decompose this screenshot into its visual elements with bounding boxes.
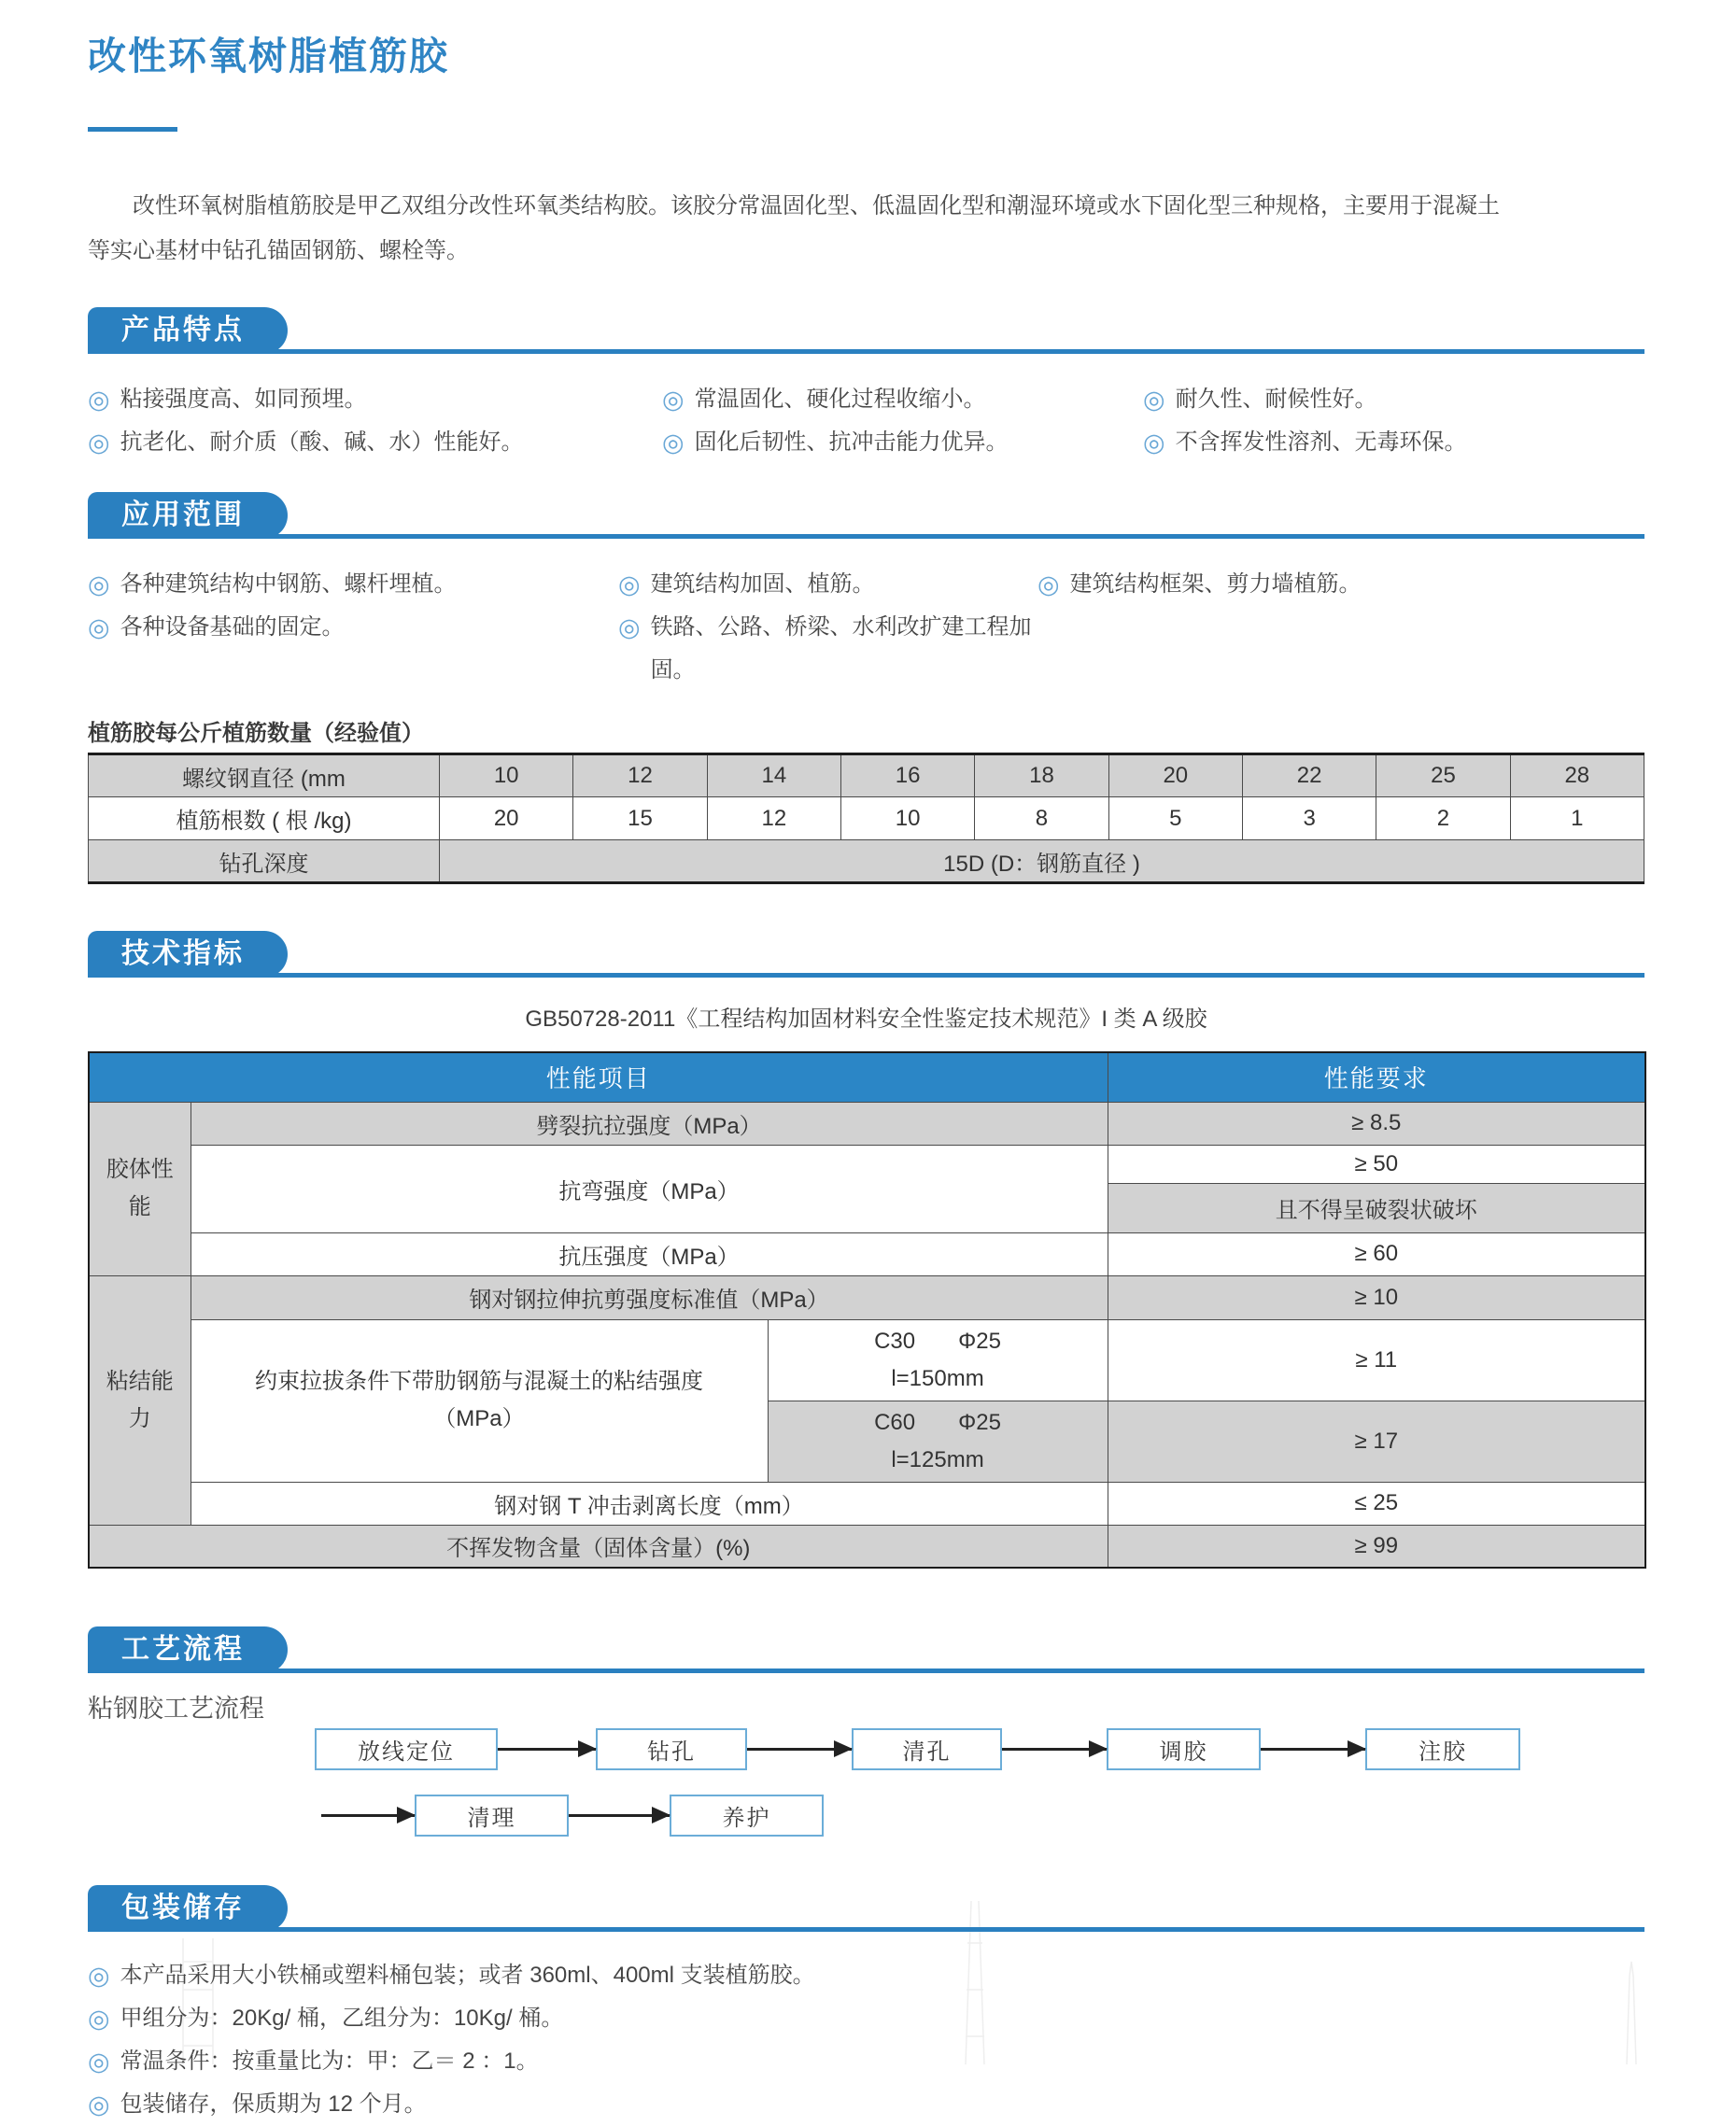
tech-standard-caption: GB50728-2011《工程结构加固材料安全性鉴定技术规范》I 类 A 级胶 <box>525 1007 1207 1032</box>
table-cell: 5 <box>1108 797 1242 840</box>
condition-spec <box>774 1404 1102 1442</box>
applications-section-title: 应用范围 <box>121 500 245 530</box>
list-item <box>88 606 618 692</box>
flow-arrow-icon <box>569 1814 670 1817</box>
list-item <box>88 2040 1644 2083</box>
flow-arrow-icon <box>747 1748 852 1751</box>
features-section-title: 产品特点 <box>121 315 245 345</box>
table-cell: 16 <box>840 754 974 797</box>
table-row <box>89 1525 1645 1568</box>
flow-step-label: 清理 <box>467 1806 516 1831</box>
list-item <box>618 606 1037 692</box>
condition-cell <box>768 1319 1108 1401</box>
bullet-text: 各种设备基础的固定。 <box>120 614 345 640</box>
table-cell: 8 <box>975 797 1108 840</box>
table-cell: 28 <box>1510 754 1644 797</box>
list-item <box>618 563 1037 606</box>
bullet-icon: ◎ <box>88 570 110 598</box>
bullet-icon: ◎ <box>618 613 641 641</box>
tech-table <box>88 1051 1646 1569</box>
bullet-icon: ◎ <box>1143 429 1165 457</box>
condition-cell <box>768 1401 1108 1482</box>
bullet-icon: ◎ <box>88 386 110 414</box>
row-label-cell: 植筋根数 ( 根 /kg) <box>89 797 440 840</box>
table-row <box>89 1232 1645 1275</box>
bullet-icon: ◎ <box>618 570 641 598</box>
intro-paragraph: 改性环氧树脂植筋胶是甲乙双组分改性环氧类结构胶。该胶分常温固化型、低温固化型和潮湿环境或水下固化型三种规格，主要用于混凝土等实心基材中钻孔锚固钢筋、螺栓等。 <box>88 193 1500 263</box>
property-cell <box>191 1319 768 1482</box>
packaging-section-title: 包装储存 <box>121 1893 245 1923</box>
requirement-cell: ≥ 10 <box>1108 1275 1645 1319</box>
table-cell: 20 <box>1108 754 1242 797</box>
flow-arrow-icon <box>1261 1748 1365 1751</box>
requirement-cell: ≥ 11 <box>1108 1319 1645 1401</box>
table-cell: 3 <box>1242 797 1376 840</box>
section-divider <box>88 973 1644 978</box>
group-cell: 粘结能力 <box>89 1275 191 1525</box>
requirement-cell: ≥ 60 <box>1108 1232 1645 1275</box>
applications-list <box>88 563 1644 692</box>
list-item <box>88 421 662 464</box>
property-cell: 不挥发物含量（固体含量）(%) <box>89 1525 1108 1568</box>
table-row <box>89 797 1644 840</box>
bullet-text: 包装储存，保质期为 12 个月。 <box>120 2091 427 2117</box>
list-item <box>88 1954 1644 1997</box>
flow-arrow-icon <box>498 1748 596 1751</box>
packaging-section-header <box>88 1885 1644 1932</box>
bullet-text: 耐久性、耐候性好。 <box>1175 387 1377 412</box>
bullet-icon: ◎ <box>88 1962 110 1990</box>
list-item <box>662 378 1143 421</box>
bullet-icon: ◎ <box>88 2091 110 2119</box>
flow-step-label: 养护 <box>722 1806 771 1831</box>
list-item <box>88 2083 1644 2126</box>
table-row <box>89 1482 1645 1525</box>
property-cell: 抗弯强度（MPa） <box>191 1145 1108 1232</box>
column-header: 性能项目 <box>89 1052 1108 1102</box>
process-section-tab <box>88 1626 288 1673</box>
bullet-text: 粘接强度高、如同预埋。 <box>120 387 367 412</box>
table-row <box>89 1145 1645 1183</box>
table-cell: 15D (D：钢筋直径 ) <box>440 840 1644 883</box>
table-cell: 22 <box>1242 754 1376 797</box>
condition-spec <box>774 1323 1102 1360</box>
section-divider <box>88 534 1644 539</box>
section-divider <box>88 1668 1644 1673</box>
property-cell: 抗压强度（MPa） <box>191 1232 1108 1275</box>
list-item <box>88 563 618 606</box>
requirement-cell: ≥ 17 <box>1108 1401 1645 1482</box>
flow-arrow-icon <box>321 1814 415 1817</box>
table-cell: 25 <box>1376 754 1510 797</box>
table-row <box>89 754 1644 797</box>
table-row <box>89 1275 1645 1319</box>
process-section-title: 工艺流程 <box>121 1634 245 1665</box>
bullet-icon: ◎ <box>1143 386 1165 414</box>
bullet-text: 固化后韧性、抗冲击能力优异。 <box>694 429 1009 455</box>
table-cell: 1 <box>1510 797 1644 840</box>
bullet-text: 抗老化、耐介质（酸、碱、水）性能好。 <box>120 429 524 455</box>
table-cell: 18 <box>975 754 1108 797</box>
table-row <box>89 1102 1645 1145</box>
applications-section-header <box>88 492 1644 539</box>
requirement-cell: 且不得呈破裂状破坏 <box>1108 1183 1645 1232</box>
flow-step-label: 清孔 <box>902 1739 952 1765</box>
concrete-grade: C60 <box>874 1409 916 1435</box>
bullet-text: 建筑结构框架、剪力墙植筋。 <box>1069 571 1362 597</box>
table-row <box>89 840 1644 883</box>
flow-step-label: 注胶 <box>1418 1739 1467 1765</box>
embed-length: l=125mm <box>891 1446 984 1472</box>
rebar-diameter: Φ25 <box>958 1328 1001 1354</box>
list-item <box>88 378 662 421</box>
tech-section-title: 技术指标 <box>121 938 245 969</box>
property-cell: 钢对钢 T 冲击剥离长度（mm） <box>191 1482 1108 1525</box>
list-item <box>1143 378 1644 421</box>
process-subtitle: 粘钢胶工艺流程 <box>88 1695 264 1723</box>
bullet-icon: ◎ <box>1037 570 1060 598</box>
bullet-text: 甲组分为：20Kg/ 桶，乙组分为：10Kg/ 桶。 <box>120 2006 564 2031</box>
flow-step-box <box>670 1795 824 1837</box>
bullet-text: 常温条件：按重量比为：甲：乙＝ 2 ：1。 <box>120 2049 539 2074</box>
table-cell: 12 <box>573 754 707 797</box>
packaging-section-tab <box>88 1885 288 1932</box>
bullet-icon: ◎ <box>662 386 685 414</box>
tech-section-tab <box>88 931 288 978</box>
flow-arrow-icon <box>1002 1748 1107 1751</box>
bullet-text: 建筑结构加固、植筋。 <box>650 571 875 597</box>
flow-step-box <box>1107 1728 1261 1770</box>
tech-section-header <box>88 931 1644 978</box>
property-cell: 钢对钢拉伸抗剪强度标准值（MPa） <box>191 1275 1108 1319</box>
row-label-cell: 螺纹钢直径 (mm <box>89 754 440 797</box>
flow-step-label: 放线定位 <box>358 1739 455 1765</box>
table-cell: 2 <box>1376 797 1510 840</box>
flow-step-label: 钻孔 <box>647 1739 696 1765</box>
column-header: 性能要求 <box>1108 1052 1645 1102</box>
table-cell: 15 <box>573 797 707 840</box>
requirement-cell: ≥ 50 <box>1108 1145 1645 1183</box>
flow-step-box <box>596 1728 747 1770</box>
requirement-cell: ≥ 99 <box>1108 1525 1645 1568</box>
applications-section-tab <box>88 492 288 539</box>
table-cell: 12 <box>707 797 840 840</box>
bullet-text: 本产品采用大小铁桶或塑料桶包装；或者 360ml、400ml 支装植筋胶。 <box>120 1963 815 1988</box>
packaging-list <box>88 1954 1644 2126</box>
requirement-cell: ≤ 25 <box>1108 1482 1645 1525</box>
table-cell: 10 <box>840 797 974 840</box>
process-flow-row-1 <box>315 1728 1644 1770</box>
features-section-header <box>88 307 1644 354</box>
row-label-cell: 钻孔深度 <box>89 840 440 883</box>
table-row <box>89 1319 1645 1401</box>
dosage-table-title: 植筋胶每公斤植筋数量（经验值） <box>88 721 424 746</box>
flow-step-label: 调胶 <box>1159 1739 1208 1765</box>
flow-step-box <box>852 1728 1002 1770</box>
bullet-icon: ◎ <box>88 613 110 641</box>
bullet-text: 各种建筑结构中钢筋、螺杆埋植。 <box>120 571 457 597</box>
bullet-icon: ◎ <box>88 429 110 457</box>
table-cell: 20 <box>440 797 573 840</box>
bullet-text: 常温固化、硬化过程收缩小。 <box>694 387 986 412</box>
process-flow-row-2 <box>321 1795 1644 1837</box>
list-item <box>1037 563 1644 606</box>
bullet-text: 不含挥发性溶剂、无毒环保。 <box>1175 429 1467 455</box>
section-divider <box>88 349 1644 354</box>
list-item <box>662 421 1143 464</box>
embed-length: l=150mm <box>891 1365 984 1391</box>
flow-step-box <box>1365 1728 1520 1770</box>
bullet-icon: ◎ <box>88 2048 110 2076</box>
title-underline <box>88 127 177 132</box>
features-section-tab <box>88 307 288 354</box>
section-divider <box>88 1927 1644 1932</box>
features-list <box>88 378 1644 464</box>
rebar-diameter: Φ25 <box>958 1409 1001 1435</box>
list-item <box>88 1997 1644 2040</box>
table-cell: 14 <box>707 754 840 797</box>
requirement-cell: ≥ 8.5 <box>1108 1102 1645 1145</box>
concrete-grade: C30 <box>874 1328 916 1354</box>
table-cell: 10 <box>440 754 573 797</box>
process-section-header <box>88 1626 1644 1673</box>
list-item <box>1143 421 1644 464</box>
group-cell: 胶体性能 <box>89 1102 191 1275</box>
bullet-icon: ◎ <box>662 429 685 457</box>
flow-step-box <box>315 1728 498 1770</box>
property-cell: 劈裂抗拉强度（MPa） <box>191 1102 1108 1145</box>
bullet-icon: ◎ <box>88 2005 110 2033</box>
table-header-row <box>89 1052 1645 1102</box>
property-label: 约束拉拔条件下带肋钢筋与混凝土的粘结强度（MPa） <box>255 1369 703 1431</box>
bullet-text: 铁路、公路、桥梁、水利改扩建工程加固。 <box>650 614 1032 683</box>
flow-step-box <box>415 1795 569 1837</box>
dosage-table <box>88 753 1644 884</box>
page-title: 改性环氧树脂植筋胶 <box>88 35 449 77</box>
